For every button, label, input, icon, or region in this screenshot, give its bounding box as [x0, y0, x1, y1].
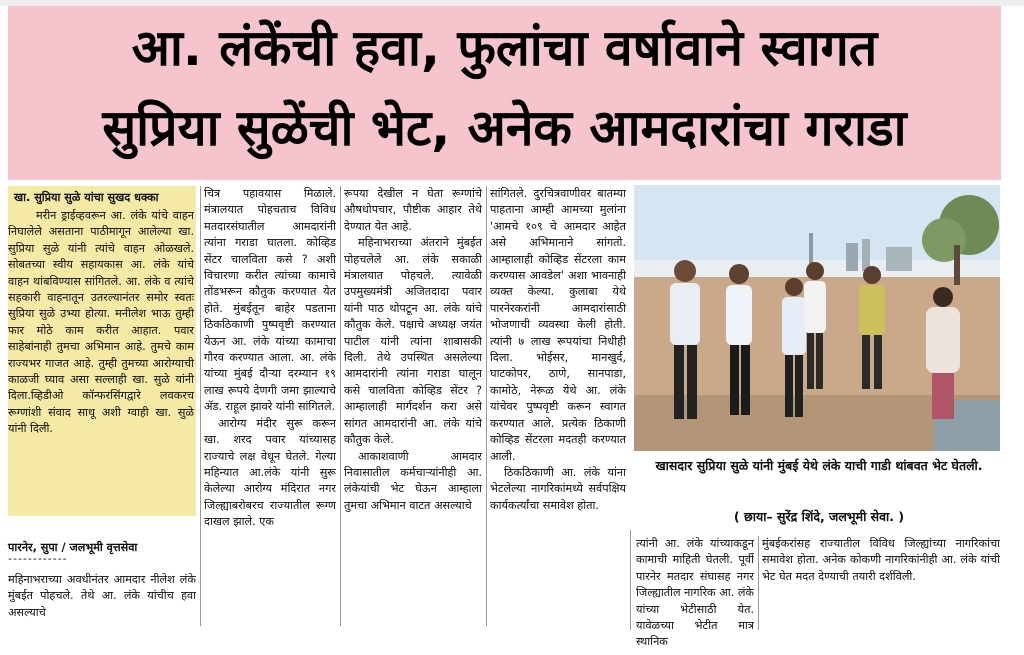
- headline-line-2: सुप्रिया सुळेंची भेट, अनेक आमदारांचा गराडा: [102, 99, 907, 157]
- column-rule: [340, 186, 341, 626]
- sidebar-box-text: [8, 208, 194, 438]
- column-rule: [486, 186, 487, 626]
- article-column-5: [636, 536, 754, 651]
- column-2-paragraph-1: चित्र पहावयास मिळाले. मंत्रालयात पोहचताच विविध मतदारसंघातील आमदारांनी त्यांना गराडा घातला. कोव्हिड सेंटर चालविता कसे ? अशी विचारणा करीत त्यांच्या कामाचे तोंडभरून कौतुक करण्यात येत होते. मुंबईतून बाहेर पडताना ठिकठिकाणी पुष्पवृष्टी करण्यात येऊन आ. लंके यांच्या कामाचा गौरव करण्यात आला. आ. लंके यांच्या मुंबई दौऱ्या दरम्यान १९ लाख रूपये देणगी जमा झाल्याचे ॲड. राहूल झावरे यांनी सांगितले.: [204, 187, 336, 414]
- column-rule: [200, 186, 201, 626]
- column-1-paragraph: महिनाभराच्या अवधीनंतर आमदार नीलेश लंके मुंबईत पोहचले. तेथे आ. लंके यांचीच हवा असल्याचे: [8, 573, 196, 619]
- column-4-paragraph-1: सांगितले. दुरचित्रवाणीवर बातम्या पाहताना आम्ही आमच्या मुलांना 'आमचे १०९ चे आमदार आहेत असे अभिमानाने सांगतो. आम्हालाही कोव्हिड सेंटरला काम करण्यास आवडेल' अशा भावनाही व्यक्त केल्या. कुलाबा येथे पारनेरकरांनी आमदारांसाठी भोजणाची व्यवस्था केली होती. त्यांनी ७ लाख रूपयांचा निधीही दिला. भोईसर, मानखुर्द, घाटकोपर, ठाणे, सानपाडा, कामोठे, नेरूळ येथे आ. लंके यांचेवर पुष्पवृष्टी करून स्वागत करण्यात आले. प्रत्येक ठिकाणी कोव्हिड सेंटरला मदतही करण्यात आली.: [490, 187, 626, 463]
- column-2-paragraph-2: आरोग्य मंदीर सुरू करून खा. शरद पवार यांच्यासह राज्याचे लक्ष वेधून घेतले. गेल्या महिन्यात आ.लंके यांनी सुरू केलेल्या आरोग्य मंदिरात नगर जिल्ह्याबरोबरच राज्यातील रूग्ण दाखल झाले. एक: [204, 416, 336, 529]
- article-column-1-continuation: [8, 572, 196, 621]
- article-column-6: [762, 536, 1000, 585]
- news-photo: [634, 185, 1000, 451]
- sidebar-box-title: खा. सुप्रिया सुळे यांचा सुखद धक्का: [14, 191, 159, 204]
- column-4-paragraph-2: ठिकठिकाणी आ. लंके यांना भेटलेल्या नागरिकांमध्ये सर्वपक्षिय कार्यकर्त्यांचा समावेश होता.: [490, 465, 626, 512]
- column-3-paragraph-3: आकाशवाणी आमदार निवासातील कर्मचाऱ्यांनीही आ. लंकेयांची भेट घेऊन आम्हाला तुमचा अभिमान वाटत असल्याचे: [344, 449, 482, 512]
- article-column-3: [344, 186, 482, 626]
- byline: पारनेर, सुपा / जलभूमी वृत्तसेवा: [8, 541, 138, 554]
- headline-line-1: आ. लंकेंची हवा, फुलांचा वर्षावाने स्वागत: [131, 19, 878, 77]
- column-5-paragraph: त्यांनी आ. लंके यांच्याकडून कामाची माहिती घेतली. पूर्वी पारनेर मतदार संघासह नगर जिल्ह्यातील नागरिक आ. लंके यांच्या भेटीसाठी येत. यावेळच्या भेटीत मात्र स्थानिक: [636, 537, 754, 649]
- column-6-paragraph: मुंबईकरांसह राज्यातील विविध जिल्ह्यांच्या नागरिकांचा समावेश होता. अनेक कोकणी नागरिकांनीही आ. लंके यांची भेट घेत मदत देण्याची तयारी दर्शविली.: [762, 537, 1000, 583]
- byline-divider: ------------: [8, 552, 68, 565]
- headline-banner: [8, 6, 1001, 180]
- column-3-paragraph-2: महिनाभराच्या अंतराने मुंबईत पोहचलेले आ. लंके सकाळी मंत्रालयात पोहचले. त्यावेळी उपमुख्यमंत्री अजितदादा पवार यांनी पाठ थोपटून आ. लंके यांचे कौतुक केले. पक्षाचे अध्यक्ष जयंत पाटील यांनी त्यांना शाबासकी दिली. तेथे उपस्थित असलेल्या आमदारांनी त्यांना गराडा घालून कसे चालविता कोव्हिड सेंटर ? आम्हालाही मार्गदर्शन करा असे सांगत आमदारांनी आ. लंके यांचे कौतुक केले.: [344, 236, 482, 447]
- article-column-4: [490, 186, 626, 626]
- column-rule: [758, 536, 759, 630]
- photo-caption: खासदार सुप्रिया सुळे यांनी मुंबई येथे लंके याची गाडी थांबवत भेट घेतली.: [655, 458, 983, 473]
- column-rule: [630, 530, 631, 630]
- column-3-paragraph-1: रूपया देखील न घेता रूग्णांचे औषधोपचार, पौष्टीक आहार तेथे देण्यात येत आहे.: [344, 187, 482, 233]
- sidebar-box-paragraph: मरीन ड्राईव्हवरून आ. लंके यांचे वाहन निघालेले असताना पाठीमागून आलेल्या खा. सुप्रिया सुळे यांनी त्यांचे वाहन ओळखले. सोबतच्या स्वीय सहायकास आ. लंके यांचे वाहन थांबविण्यास सांगितले. आ. लंके व त्यांचे सहकारी वाहनातून उतरल्यानंतर समोर स्वतः सुप्रिया सुळे उभ्या होत्या. मनीलेश भाऊ तुम्ही फार मोठे काम करीत आहात. पवार साहेबांनाही तुमचा अभिमान आहे. तुमचे काम राज्यभर गाजत आहे. तुम्ही तुमच्या आरोग्याची काळजी घ्याव असा सल्लाही खा. सुळे यांनी दिला.व्हिडीओ कॉन्फरसिंगद्वारे लवकरच रूग्णांशी संवाद साधू अशी ग्वाही खा. सुळे यांनी दिली.: [8, 209, 194, 436]
- article-column-2: [204, 186, 336, 626]
- photo-credit: ( छाया– सुरेंद्र शिंदे, जलभूमी सेवा. ): [733, 509, 905, 524]
